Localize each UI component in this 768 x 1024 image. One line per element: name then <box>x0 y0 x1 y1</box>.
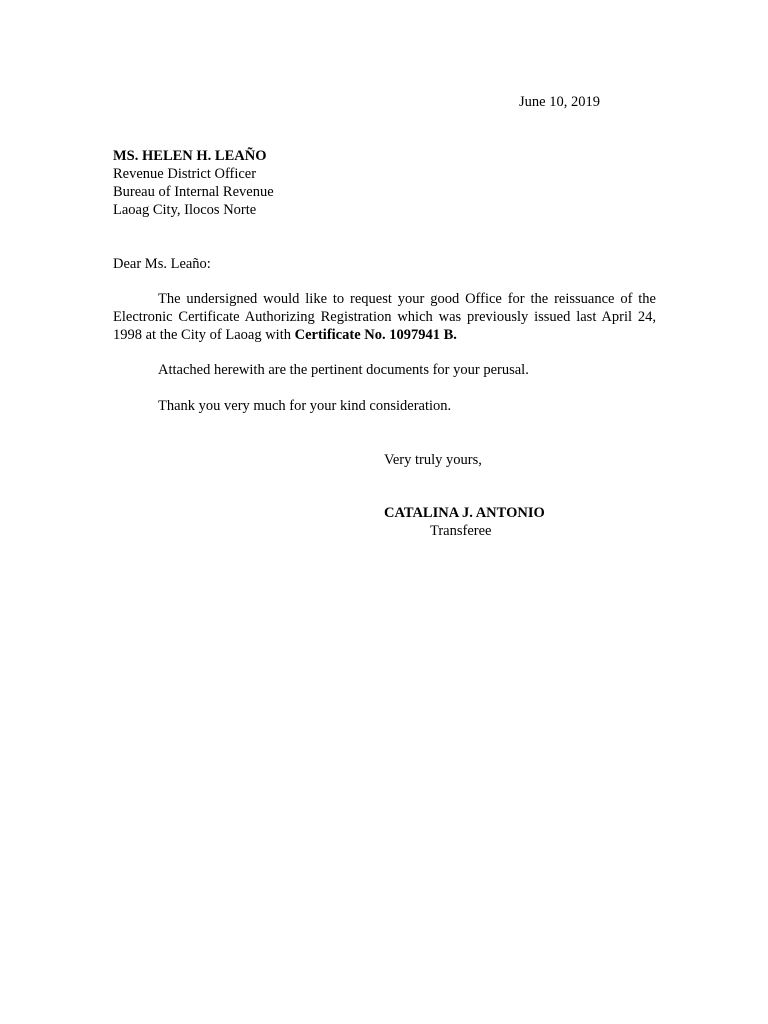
body-paragraph-thanks: Thank you very much for your kind consideration. <box>158 398 452 414</box>
recipient-title: Revenue District Officer <box>113 166 257 182</box>
signer-name: CATALINA J. ANTONIO <box>384 505 545 521</box>
recipient-name: MS. HELEN H. LEAÑO <box>113 148 267 164</box>
salutation: Dear Ms. Leaño: <box>113 256 211 272</box>
letter-date: June 10, 2019 <box>519 94 600 110</box>
recipient-address: Laoag City, Ilocos Norte <box>113 202 257 218</box>
body-paragraph-request <box>113 290 656 344</box>
body-paragraph-attachments: Attached herewith are the pertinent documents for your perusal. <box>158 362 529 378</box>
recipient-block <box>113 147 274 219</box>
certificate-number: Certificate No. 1097941 B. <box>294 327 457 343</box>
signer-title: Transferee <box>430 523 492 539</box>
request-text: The undersigned would like to request your good Office for the reissuance of the Electronic Certificate Authorizing Registration which was previously issued last April 24, 1998 at the City of Laoag with <box>113 291 656 343</box>
recipient-office: Bureau of Internal Revenue <box>113 184 274 200</box>
complimentary-closing: Very truly yours, <box>384 452 482 468</box>
